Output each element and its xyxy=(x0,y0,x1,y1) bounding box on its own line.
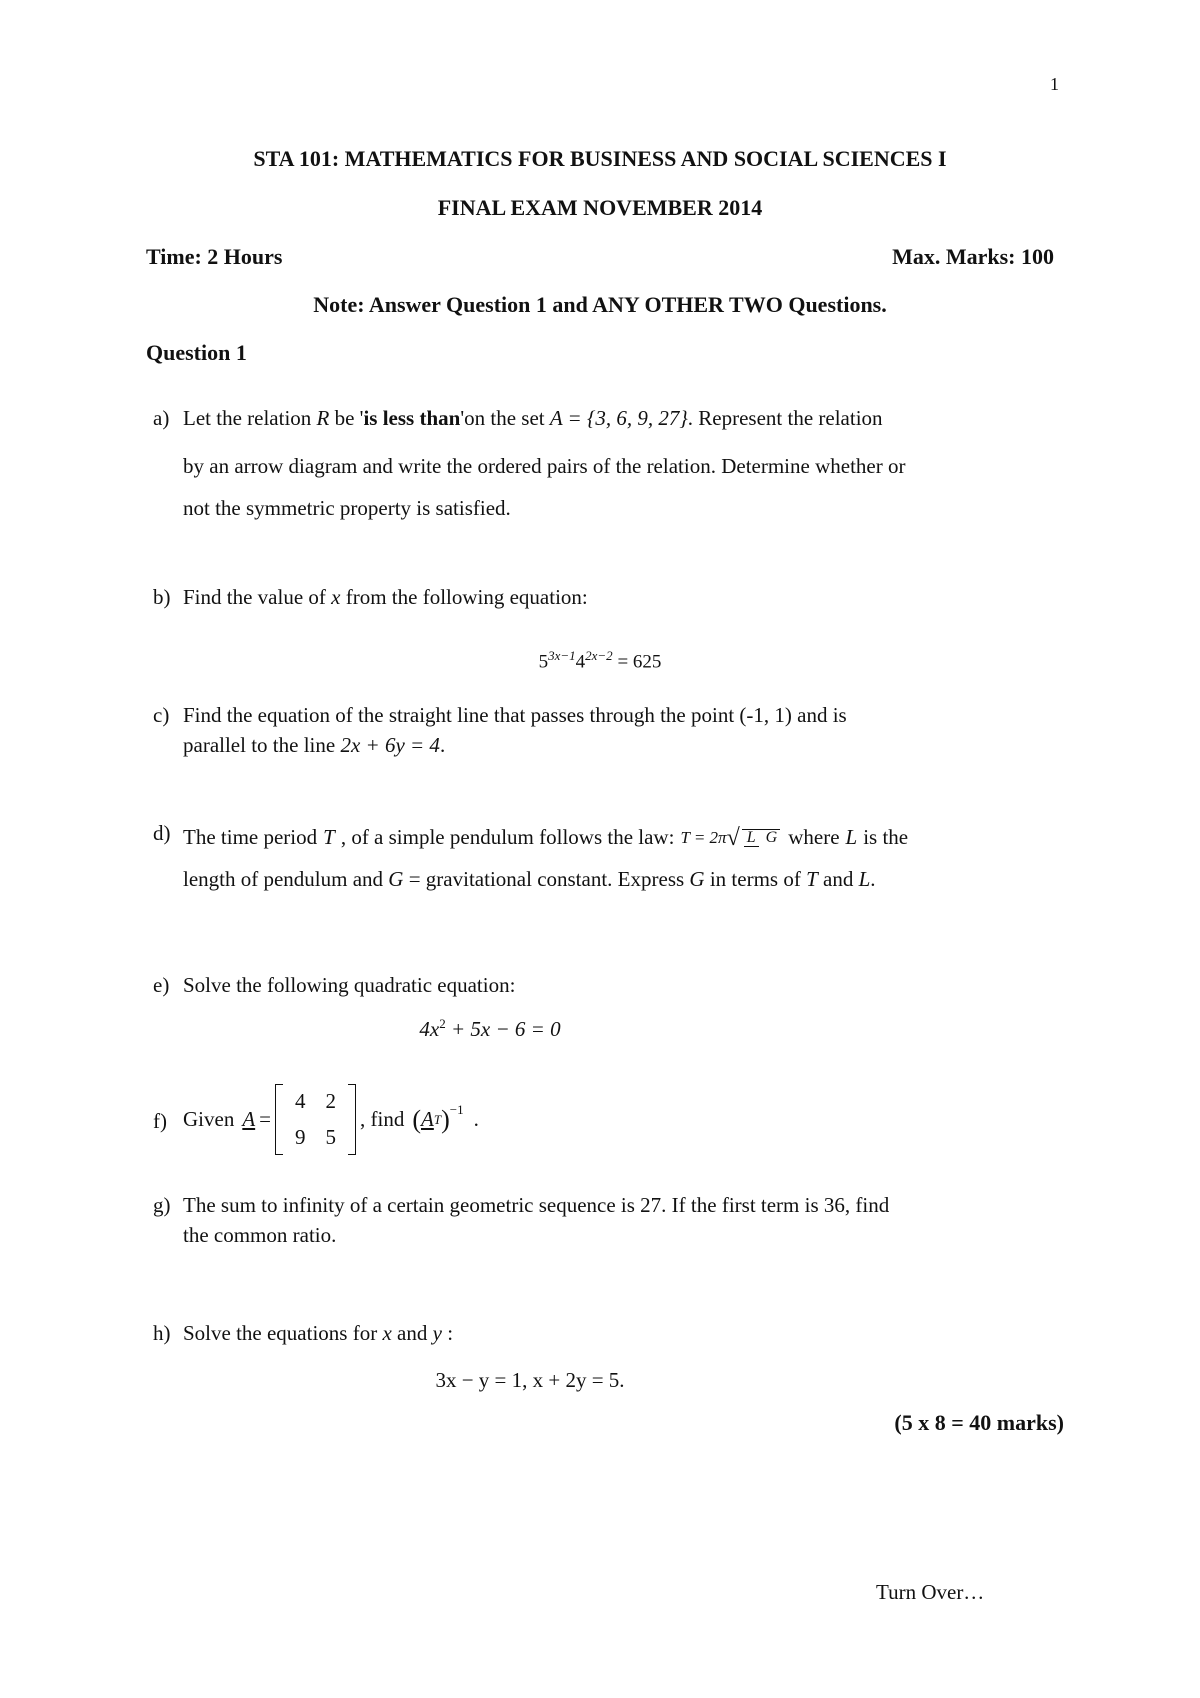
question-part-d: d) The time period T , of a simple pendulum follows the law: T = 2π √ L G where L is the length of pendulum and G = gravitational constant. Express G in terms of T and L. xyxy=(183,812,1063,896)
part-b-text: from the following equation: xyxy=(345,585,588,609)
part-g-line-1: The sum to infinity of a certain geometric sequence is 27. If the first term is 36, find xyxy=(183,1193,890,1217)
part-g-line-2: the common ratio. xyxy=(183,1223,337,1248)
part-a-text: be ' xyxy=(334,406,364,430)
question-part-a xyxy=(153,402,1063,525)
question-heading: Question 1 xyxy=(146,340,247,365)
part-label: h) xyxy=(153,1321,171,1345)
question-part-e xyxy=(153,970,1063,1002)
matrix-cell: 5 xyxy=(325,1124,336,1149)
part-e-equation: $4x^2 + 5x - 6 = 0$ xyxy=(419,1016,561,1041)
question-part-b xyxy=(153,582,1063,614)
part-c-line-1: Find the equation of the straight line that passes through the point (-1, 1) and is xyxy=(183,703,847,727)
part-a-var-r: R xyxy=(316,406,330,430)
part-c-text: parallel to the line xyxy=(183,733,336,758)
page-number: 1 xyxy=(1050,74,1059,94)
part-a-line-2: by an arrow diagram and write the ordered pairs of the relation. Determine whether or xyxy=(183,454,906,478)
part-label: a) xyxy=(153,406,170,430)
part-h-equations: 3x − y = 1, x + 2y = 5. xyxy=(435,1368,625,1392)
part-e-text: Solve the following quadratic equation: xyxy=(183,973,516,997)
part-a-bold: is less than xyxy=(363,406,461,430)
part-label: b) xyxy=(153,585,171,609)
max-marks: Max. Marks: 100 xyxy=(892,244,1054,269)
part-label: c) xyxy=(153,703,170,727)
question-marks: (5 x 8 = 40 marks) xyxy=(894,1410,1064,1435)
matrix-cell: 9 xyxy=(295,1124,306,1149)
question-part-c: c) Find the equation of the straight line that passes through the point (-1, 1) and is parallel to the line 2x + 6y = 4. xyxy=(183,700,1063,761)
instructions-note: Note: Answer Question 1 and ANY OTHER TWO Questions. xyxy=(313,292,887,317)
part-label: d) xyxy=(153,821,171,845)
course-title: STA 101: MATHEMATICS FOR BUSINESS AND SOCIAL SCIENCES I xyxy=(253,146,947,171)
part-b-equation: $5^{3x-1}4^{2x-2} = 625$ xyxy=(538,648,662,673)
part-b-text: Find the value of xyxy=(183,585,326,609)
part-a-line-3: not the symmetric property is satisfied. xyxy=(183,496,511,520)
part-a-text: 'on the set xyxy=(460,406,545,430)
part-label: e) xyxy=(153,973,170,997)
matrix-cell: 4 xyxy=(295,1089,306,1113)
part-d-var-t: T xyxy=(323,825,335,850)
question-part-h: h) Solve the equations for x and y : xyxy=(183,1318,1063,1350)
turn-over: Turn Over… xyxy=(876,1580,985,1604)
exam-title: FINAL EXAM NOVEMBER 2014 xyxy=(437,195,763,220)
part-label: f) xyxy=(153,1109,167,1133)
matrix-a xyxy=(275,1084,356,1155)
part-a-set: A = {3, 6, 9, 27} xyxy=(549,406,688,430)
pendulum-formula: T = 2π √ L G xyxy=(680,820,782,856)
exam-time: Time: 2 Hours xyxy=(146,244,283,269)
matrix-cell: 2 xyxy=(325,1089,336,1113)
part-a-text: . Represent the relation xyxy=(687,406,883,430)
part-b-var: x xyxy=(331,585,341,609)
part-a-text: Let the relation xyxy=(183,406,312,430)
part-label: g) xyxy=(153,1193,171,1217)
part-c-equation: 2x + 6y = 4 xyxy=(340,733,440,758)
question-part-f: f) Given A = 4 2 9 5 , find ( A T ) $^{-1}$ . xyxy=(183,1084,1063,1155)
question-part-g xyxy=(153,1190,1063,1251)
